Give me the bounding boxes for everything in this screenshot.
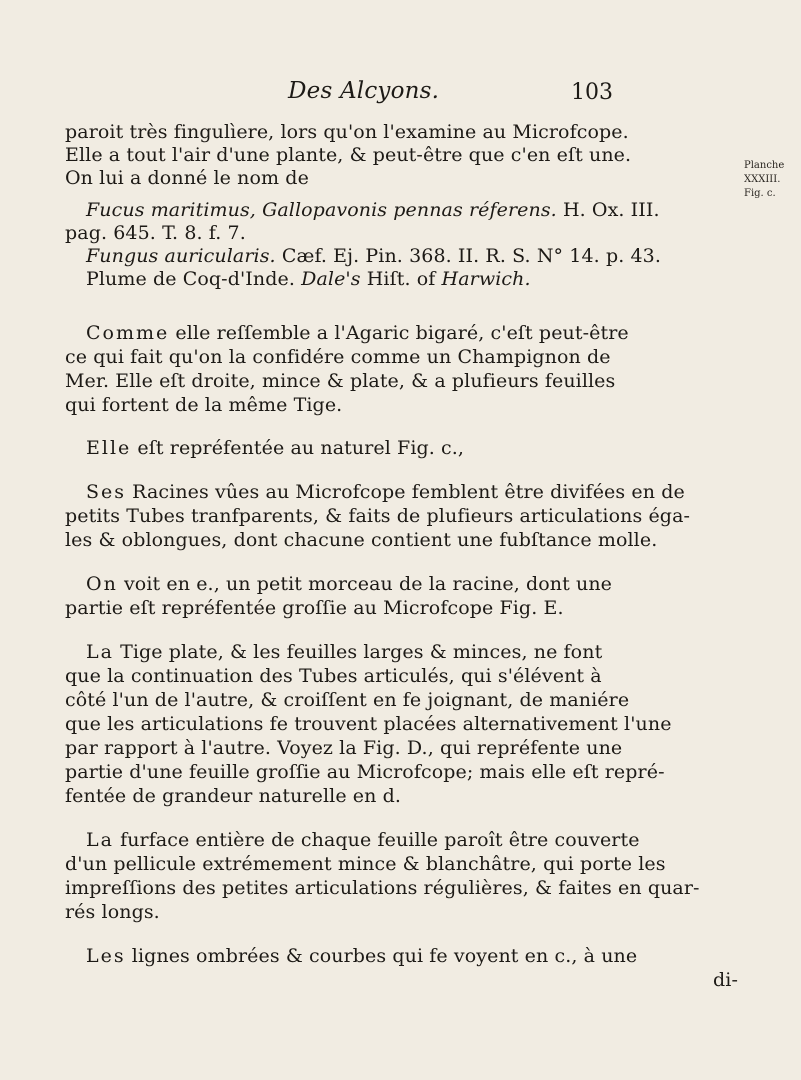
text-line: qui fortent de la même Tige.	[65, 394, 343, 416]
text-line: La Tige plate, & les feuilles larges & minces, ne font	[86, 641, 603, 663]
text-line: Elle a tout l'air d'une plante, & peut-être que c'en eſt une.	[65, 144, 632, 166]
text-line: que les articulations fe trouvent placées alternativement l'une	[65, 713, 672, 735]
text-line: que la continuation des Tubes articulés, qui s'élévent à	[65, 665, 602, 687]
text-line: impreſſions des petites articulations régulières, & faites en quar-	[65, 877, 700, 899]
text-line: Mer. Elle eſt droite, mince & plate, & a plufieurs feuilles	[65, 370, 616, 392]
text-line: côté l'un de l'autre, & croiſſent en fe joignant, de maniére	[65, 689, 630, 711]
text-line: par rapport à l'autre. Voyez la Fig. D., qui repréfente une	[65, 737, 623, 759]
text-line: pag. 645. T. 8. f. 7.	[65, 222, 246, 244]
page-number: 103	[571, 80, 613, 105]
text-line: On lui a donné le nom de	[65, 167, 309, 189]
text-line: Elle eſt repréfentée au naturel Fig. c.,	[86, 437, 465, 459]
text-line: fentée de grandeur naturelle en d.	[65, 785, 402, 807]
text-line: On voit en e., un petit morceau de la racine, dont une	[86, 573, 613, 595]
text-line: Comme elle reſſemble a l'Agaric bigaré, c'eſt peut-être	[86, 322, 629, 344]
text-line: Fungus auricularis. Cæf. Ej. Pin. 368. II. R. S. N° 14. p. 43.	[86, 245, 662, 267]
catchword: di-	[713, 969, 738, 991]
running-head-title: Des Alcyons.	[288, 78, 440, 104]
text-line: Les lignes ombrées & courbes qui fe voyent en c., à une	[86, 945, 638, 967]
text-line: petits Tubes tranfparents, & faits de plufieurs articulations éga-	[65, 505, 691, 527]
text-line: rés longs.	[65, 901, 160, 923]
margin-note-figure: Fig. c.	[744, 188, 776, 199]
text-line: partie d'une feuille groſſie au Microfcope; mais elle eſt repré-	[65, 761, 665, 783]
text-line: Fucus maritimus, Gallopavonis pennas réferens. H. Ox. III.	[86, 199, 660, 221]
text-line: paroit très fingulìere, lors qu'on l'examine au Microfcope.	[65, 121, 629, 143]
text-line: partie eſt repréfentée groſſie au Microfcope Fig. E.	[65, 597, 564, 619]
text-line: les & oblongues, dont chacune contient une fubſtance molle.	[65, 529, 658, 551]
text-line: Plume de Coq-d'Inde. Dale's Hiſt. of Harwich.	[86, 268, 531, 290]
text-line: d'un pellicule extrémement mince & blanchâtre, qui porte les	[65, 853, 666, 875]
margin-note-plate-number: XXXIII.	[744, 174, 781, 185]
text-line: Ses Racines vûes au Microfcope femblent être divifées en de	[86, 481, 685, 503]
text-line: La furface entière de chaque feuille paroît être couverte	[86, 829, 640, 851]
margin-note-plate: Planche	[744, 160, 785, 171]
text-line: ce qui fait qu'on la confidére comme un Champignon de	[65, 346, 611, 368]
